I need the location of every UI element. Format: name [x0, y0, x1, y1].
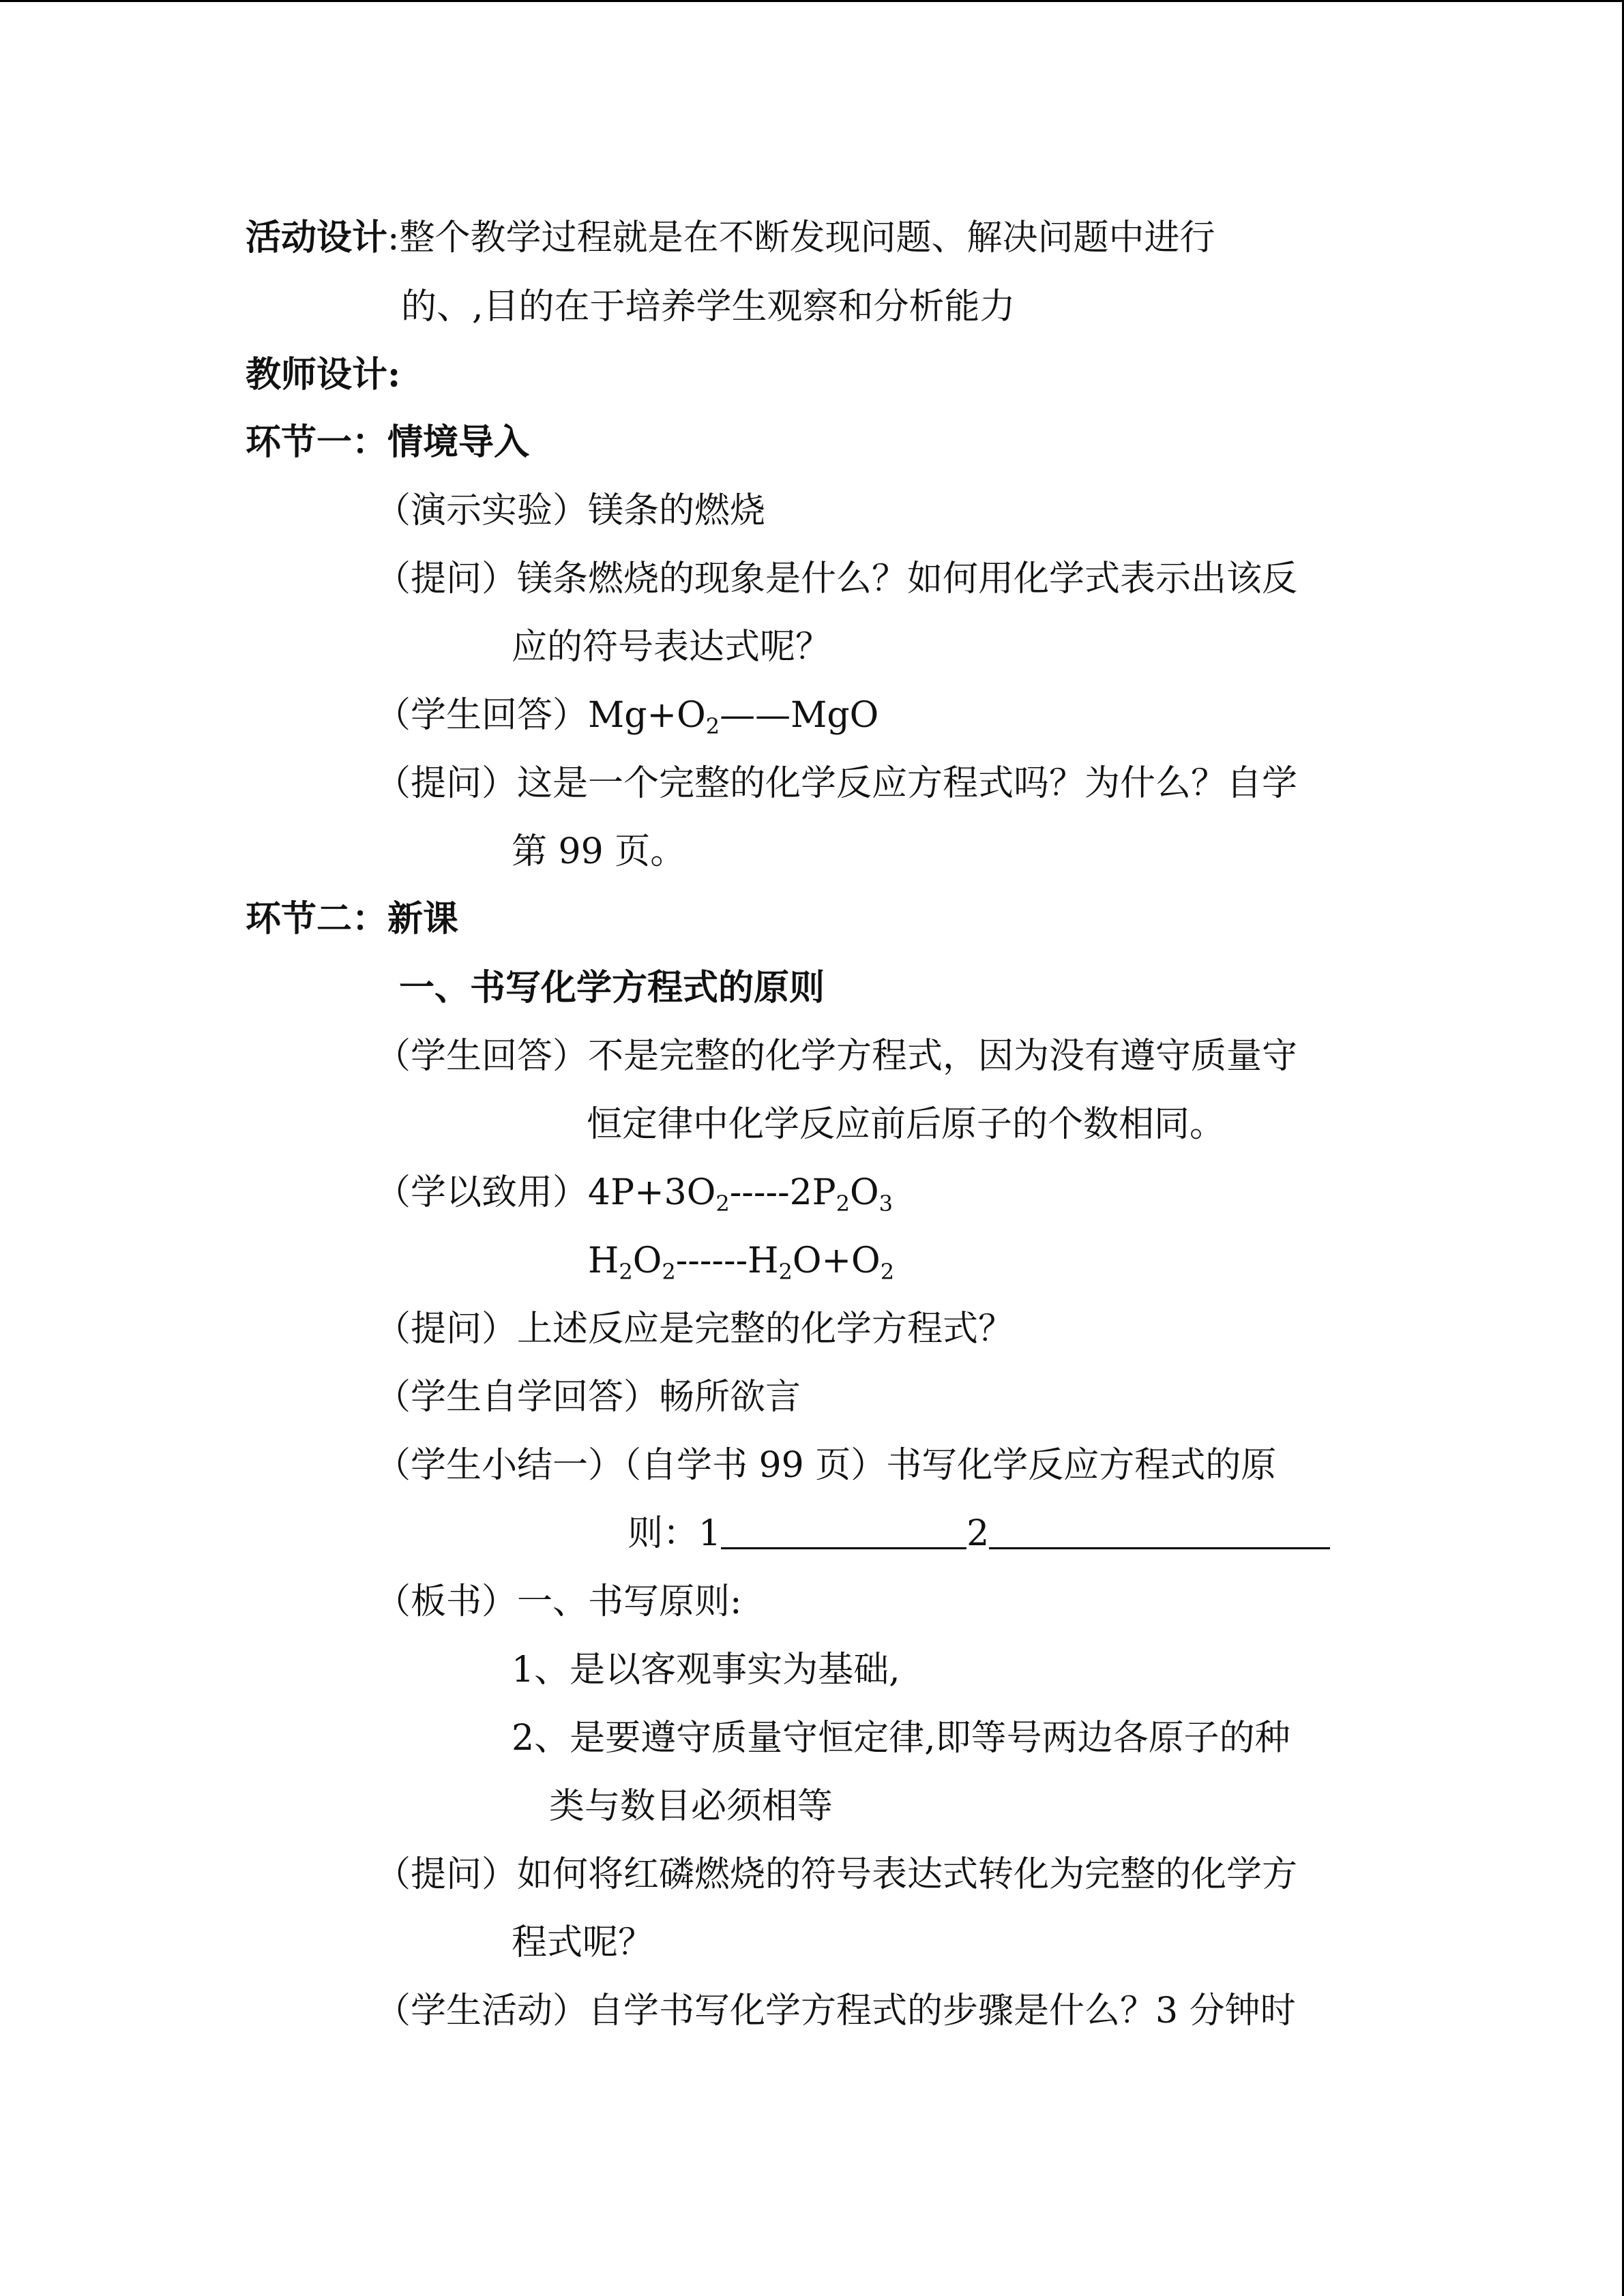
rule-2-line1: 2、是要遵守质量守恒定律,即等号两边各原子的种: [512, 1718, 1290, 1759]
section1-demo: （演示实验）镁条的燃烧: [375, 490, 766, 531]
apply-equation-2: [588, 1239, 894, 1283]
eq2-sub-b: 2: [662, 1259, 676, 1285]
eq2-part-b: O: [632, 1240, 662, 1281]
section1-question2-line2: 第 99 页。: [512, 831, 686, 872]
rule-1: 1、是以客观事实为基础,: [512, 1650, 900, 1690]
section2-board: （板书）一、书写原则:: [375, 1581, 742, 1622]
eq1-part-c: O: [850, 1172, 879, 1213]
section2-self-answer: （学生自学回答）畅所欲言: [375, 1377, 801, 1418]
eq2-sub-c: 2: [778, 1259, 793, 1285]
section2-subtitle: 一、书写化学方程式的原则: [399, 967, 825, 1009]
answer-suffix: ——MgO: [720, 695, 879, 736]
eq2-part-c: ------H: [675, 1240, 779, 1281]
section1-title: 环节一：情境导入: [246, 421, 530, 463]
eq1-part-a: 4P+3O: [588, 1172, 716, 1213]
summary-rule-1-label: 则：1: [628, 1513, 722, 1554]
eq1-sub-c: 3: [879, 1191, 894, 1217]
section2-answer-line1: （学生回答）不是完整的化学方程式，因为没有遵守质量守: [375, 1036, 1298, 1077]
section2-summary-line2: [628, 1512, 1330, 1555]
eq1-sub-b: 2: [836, 1191, 851, 1217]
answer-prefix: （学生回答）Mg+O: [375, 695, 706, 736]
section2-summary-line1: （学生小结一）（自学书 99 页）书写化学反应方程式的原: [375, 1445, 1277, 1486]
section2-question3: （提问）上述反应是完整的化学方程式？: [375, 1309, 1014, 1350]
eq1-part-b: -----2P: [729, 1172, 836, 1213]
rule-2-line2: 类与数目必须相等: [549, 1786, 833, 1827]
apply-equation-1: [375, 1171, 894, 1217]
section2-question4-line2: 程式呢？: [512, 1922, 654, 1963]
eq2-sub-d: 2: [880, 1259, 895, 1285]
answer-subscript: 2: [705, 713, 720, 739]
apply-label: （学以致用）: [375, 1172, 589, 1213]
eq2-sub-a: 2: [619, 1259, 633, 1285]
section2-title: 环节二：新课: [246, 898, 459, 940]
section1-student-answer: [375, 694, 879, 737]
section1-question2-line1: （提问）这是一个完整的化学反应方程式吗？为什么？自学: [375, 763, 1298, 804]
page-border-top: [0, 0, 1624, 2]
summary-rule-2-label: 2: [966, 1513, 990, 1554]
section1-question1-line1: （提问）镁条燃烧的现象是什么？如何用化学式表示出该反: [375, 558, 1298, 599]
activity-design-text: :整个教学过程就是在不断发现问题、解决问题中进行: [387, 218, 1215, 258]
eq2-part-a: H: [588, 1240, 619, 1281]
eq1-sub-a: 2: [715, 1191, 730, 1217]
activity-design-line-2: 的、,目的在于培养学生观察和分析能力: [401, 286, 1016, 327]
activity-design-label: 活动设计: [246, 217, 388, 258]
section1-question1-line2: 应的符号表达式呢？: [512, 627, 831, 668]
fill-blank-2[interactable]: [989, 1515, 1330, 1549]
section2-student-activity: （学生活动）自学书写化学方程式的步骤是什么？3 分钟时: [375, 1991, 1296, 2031]
eq2-part-d: O+O: [792, 1240, 881, 1281]
activity-design-line-1: [246, 216, 1215, 260]
teacher-design-heading: 教师设计:: [246, 354, 401, 396]
section2-question4-line1: （提问）如何将红磷燃烧的符号表达式转化为完整的化学方: [375, 1854, 1298, 1895]
section2-answer-line2: 恒定律中化学反应前后原子的个数相同。: [587, 1104, 1226, 1145]
fill-blank-1[interactable]: [721, 1515, 966, 1549]
